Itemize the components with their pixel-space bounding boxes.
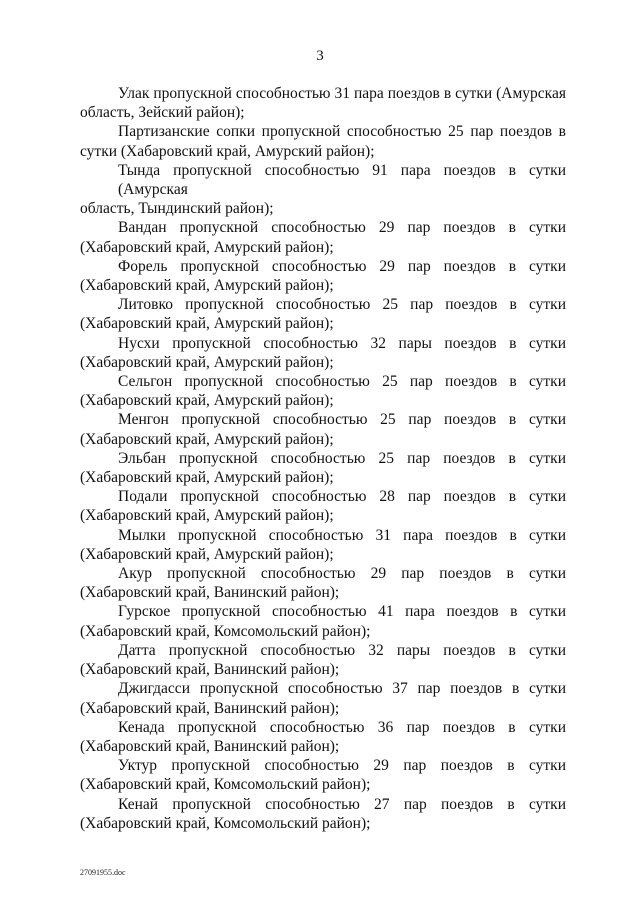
list-item <box>80 602 566 640</box>
list-item <box>80 718 566 756</box>
entry-line-2: область, Зейский район); <box>80 104 245 122</box>
entry-line-1: Гурское пропускной способностью 41 пара поездов в сутки <box>118 603 566 621</box>
entry-line-2: (Хабаровский край, Амурский район); <box>80 392 334 410</box>
entry-line-2: (Хабаровский край, Комсомольский район); <box>80 776 371 794</box>
entry-line-2: (Хабаровский край, Комсомольский район); <box>80 814 371 832</box>
entry-line-1: Эльбан пропускной способностью 25 пар поездов в сутки <box>118 449 566 467</box>
entry-line-2: (Хабаровский край, Ванинский район); <box>80 699 340 717</box>
entry-line-1: Датта пропускной способностью 32 пары поездов в сутки <box>118 641 566 659</box>
list-item <box>80 526 566 564</box>
entry-line-2: (Хабаровский край, Амурский район); <box>80 469 334 487</box>
entry-line-2: область, Тындинский район); <box>80 200 274 218</box>
list-item <box>80 334 566 372</box>
entry-line-2: (Хабаровский край, Ванинский район); <box>80 737 340 755</box>
entry-line-1: Партизанские сопки пропускной способностью 25 пар поездов в <box>118 123 566 141</box>
entry-line-2: (Хабаровский край, Амурский район); <box>80 545 334 563</box>
entry-line-1: Мылки пропускной способностью 31 пара поездов в сутки <box>118 526 566 544</box>
entry-line-1: Подали пропускной способностью 28 пар поездов в сутки <box>118 488 566 506</box>
list-item <box>80 449 566 487</box>
entry-line-1: Менгон пропускной способностью 25 пар поездов в сутки <box>118 411 566 429</box>
entry-line-2: сутки (Хабаровский край, Амурский район); <box>80 142 375 160</box>
list-item <box>80 756 566 794</box>
entry-line-2: (Хабаровский край, Амурский район); <box>80 507 334 525</box>
entry-line-1: Нусхи пропускной способностью 32 пары поездов в сутки <box>118 334 566 352</box>
list-item <box>80 295 566 333</box>
list-item <box>80 410 566 448</box>
entry-line-1: Форель пропускной способностью 29 пар поездов в сутки <box>118 257 566 275</box>
list-item <box>80 679 566 717</box>
entry-line-1: Джигдасси пропускной способностью 37 пар поездов в сутки <box>118 680 566 698</box>
entry-line-2: (Хабаровский край, Амурский район); <box>80 277 334 295</box>
list-item <box>80 161 566 219</box>
entry-line-2: (Хабаровский край, Амурский район); <box>80 238 334 256</box>
list-item <box>80 641 566 679</box>
entry-line-2: (Хабаровский край, Комсомольский район); <box>80 622 371 640</box>
entry-line-1: Кенай пропускной способностью 27 пар поездов в сутки <box>118 795 566 813</box>
page-number: 3 <box>316 48 324 64</box>
entry-line-1: Акур пропускной способностью 29 пар поездов в сутки <box>118 565 566 583</box>
entry-line-2: (Хабаровский край, Ванинский район); <box>80 584 340 602</box>
list-item <box>80 795 566 833</box>
entry-line-1: Тында пропускной способностью 91 пара поездов в сутки (Амурская <box>118 161 566 199</box>
entry-line-1: Литовко пропускной способностью 25 пар поездов в сутки <box>118 296 566 314</box>
entry-line-2: (Хабаровский край, Амурский район); <box>80 315 334 333</box>
entry-line-1: Сельгон пропускной способностью 25 пар поездов в сутки <box>118 373 566 391</box>
list-item <box>80 564 566 602</box>
list-item <box>80 257 566 295</box>
list-item <box>80 218 566 256</box>
entry-line-2: (Хабаровский край, Амурский район); <box>80 430 334 448</box>
document-filename: 27091955.doc <box>80 868 126 877</box>
entry-line-1: Улак пропускной способностью 31 пара поездов в сутки (Амурская <box>118 85 566 102</box>
document-body <box>80 84 566 833</box>
list-item <box>80 487 566 525</box>
list-item <box>80 372 566 410</box>
entry-line-2: (Хабаровский край, Ванинский район); <box>80 661 340 679</box>
entry-line-1: Уктур пропускной способностью 29 пар поездов в сутки <box>118 757 566 775</box>
list-item <box>80 84 566 122</box>
list-item <box>80 122 566 160</box>
entry-line-1: Кенада пропускной способностью 36 пар поездов в сутки <box>118 718 566 736</box>
entry-line-2: (Хабаровский край, Амурский район); <box>80 353 334 371</box>
entry-line-1: Вандан пропускной способностью 29 пар поездов в сутки <box>118 219 566 237</box>
